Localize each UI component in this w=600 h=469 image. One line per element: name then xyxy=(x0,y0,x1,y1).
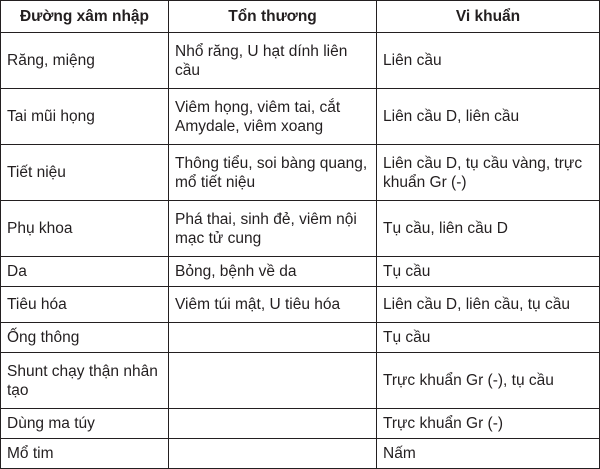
cell-lesion xyxy=(169,409,377,439)
cell-lesion: Thông tiểu, soi bàng quang, mổ tiết niệu xyxy=(169,145,377,201)
cell-route: Răng, miệng xyxy=(1,33,169,89)
table-row xyxy=(1,323,600,353)
table-row xyxy=(1,287,600,323)
cell-lesion xyxy=(169,323,377,353)
cell-route: Shunt chạy thận nhân tạo xyxy=(1,353,169,409)
cell-bacteria: Liên cầu D, tụ cầu vàng, trực khuẩn Gr (-) xyxy=(377,145,600,201)
cell-lesion: Phá thai, sinh đẻ, viêm nội mạc tử cung xyxy=(169,201,377,257)
cell-lesion xyxy=(169,353,377,409)
table-row xyxy=(1,409,600,439)
table-row xyxy=(1,439,600,469)
cell-bacteria: Nấm xyxy=(377,439,600,469)
cell-bacteria: Liên cầu D, liên cầu, tụ cầu xyxy=(377,287,600,323)
cell-lesion: Viêm họng, viêm tai, cắt Amydale, viêm xoang xyxy=(169,89,377,145)
cell-bacteria: Tụ cầu xyxy=(377,323,600,353)
cell-bacteria: Liên cầu xyxy=(377,33,600,89)
cell-route: Tiêu hóa xyxy=(1,287,169,323)
cell-lesion: Bỏng, bệnh về da xyxy=(169,257,377,287)
cell-route: Phụ khoa xyxy=(1,201,169,257)
cell-route: Tai mũi họng xyxy=(1,89,169,145)
cell-bacteria: Liên cầu D, liên cầu xyxy=(377,89,600,145)
cell-route: Tiết niệu xyxy=(1,145,169,201)
cell-route: Dùng ma túy xyxy=(1,409,169,439)
table-row xyxy=(1,145,600,201)
cell-route: Ống thông xyxy=(1,323,169,353)
cell-route: Da xyxy=(1,257,169,287)
cell-bacteria: Trực khuẩn Gr (-), tụ cầu xyxy=(377,353,600,409)
cell-bacteria: Tụ cầu, liên cầu D xyxy=(377,201,600,257)
cell-lesion xyxy=(169,439,377,469)
cell-lesion: Nhổ răng, U hạt dính liên cầu xyxy=(169,33,377,89)
header-route: Đường xâm nhập xyxy=(1,1,169,33)
header-lesion: Tổn thương xyxy=(169,1,377,33)
table-row xyxy=(1,33,600,89)
cell-bacteria: Trực khuẩn Gr (-) xyxy=(377,409,600,439)
cell-route: Mổ tim xyxy=(1,439,169,469)
table-row xyxy=(1,257,600,287)
table-row xyxy=(1,353,600,409)
table-row xyxy=(1,201,600,257)
header-bacteria: Vi khuẩn xyxy=(377,1,600,33)
table-row xyxy=(1,89,600,145)
cell-lesion: Viêm túi mật, U tiêu hóa xyxy=(169,287,377,323)
table-header-row xyxy=(1,1,600,33)
cell-bacteria: Tụ cầu xyxy=(377,257,600,287)
